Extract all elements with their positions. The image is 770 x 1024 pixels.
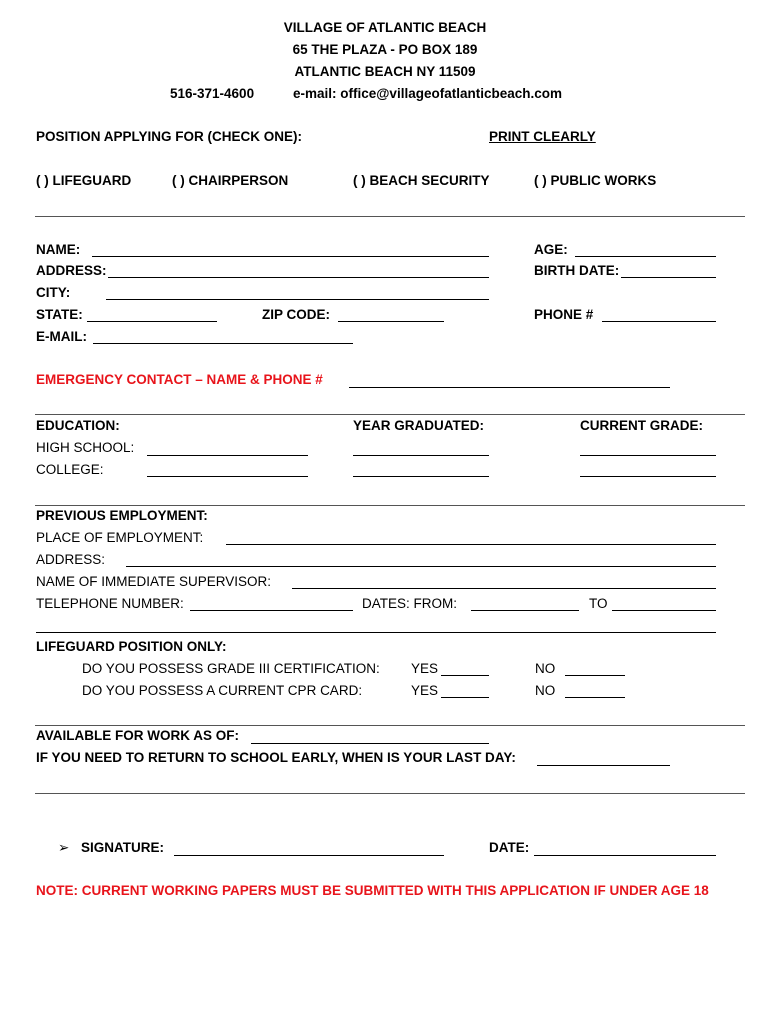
state-label: STATE: (36, 307, 83, 322)
telephone-label: TELEPHONE NUMBER: (36, 596, 184, 611)
zip-field[interactable] (338, 321, 444, 322)
email-label: E-MAIL: (36, 329, 87, 344)
emergency-contact-field[interactable] (349, 387, 670, 388)
signature-label: SIGNATURE: (81, 840, 164, 855)
address-field[interactable] (108, 277, 489, 278)
dates-from-label: DATES: FROM: (362, 596, 458, 611)
org-address-line2: ATLANTIC BEACH NY 11509 (294, 64, 476, 79)
cpr-no-field[interactable] (565, 697, 625, 698)
college-label: COLLEGE: (36, 462, 104, 477)
grade-iii-yes-label: YES (411, 661, 439, 676)
section-divider (35, 414, 745, 415)
city-label: CITY: (36, 285, 71, 300)
age-label: AGE: (534, 242, 568, 257)
option-lifeguard[interactable]: ( ) LIFEGUARD (36, 173, 132, 188)
org-email: e-mail: office@villageofatlanticbeach.com (293, 86, 562, 101)
phone-field[interactable] (602, 321, 716, 322)
high-school-year-field[interactable] (353, 455, 489, 456)
age-field[interactable] (575, 256, 716, 257)
college-grade-field[interactable] (580, 476, 716, 477)
lifeguard-heading: LIFEGUARD POSITION ONLY: (36, 639, 227, 654)
place-of-employment-label: PLACE OF EMPLOYMENT: (36, 530, 204, 545)
state-field[interactable] (87, 321, 217, 322)
address-label: ADDRESS: (36, 263, 107, 278)
org-phone: 516-371-4600 (170, 86, 255, 101)
arrow-bullet-icon: ➢ (58, 840, 70, 855)
dates-to-field[interactable] (612, 610, 716, 611)
supervisor-field[interactable] (292, 588, 716, 589)
section-divider (35, 793, 745, 794)
signature-field[interactable] (174, 855, 444, 856)
option-public-works[interactable]: ( ) PUBLIC WORKS (534, 173, 657, 188)
employer-address-label: ADDRESS: (36, 552, 106, 567)
section-divider (35, 216, 745, 217)
emergency-contact-label: EMERGENCY CONTACT – NAME & PHONE # (36, 372, 323, 387)
supervisor-label: NAME OF IMMEDIATE SUPERVISOR: (36, 574, 272, 589)
grade-iii-question: DO YOU POSSESS GRADE III CERTIFICATION: (82, 661, 380, 676)
employment-extra-field[interactable] (36, 632, 716, 633)
city-field[interactable] (106, 299, 489, 300)
cpr-no-label: NO (535, 683, 556, 698)
place-of-employment-field[interactable] (226, 544, 716, 545)
name-field[interactable] (92, 256, 489, 257)
name-label: NAME: (36, 242, 81, 257)
college-year-field[interactable] (353, 476, 489, 477)
year-graduated-heading: YEAR GRADUATED: (353, 418, 484, 433)
birth-date-label: BIRTH DATE: (534, 263, 620, 278)
education-heading: EDUCATION: (36, 418, 120, 433)
zip-label: ZIP CODE: (262, 307, 331, 322)
cpr-yes-label: YES (411, 683, 439, 698)
dates-to-label: TO (589, 596, 608, 611)
employment-heading: PREVIOUS EMPLOYMENT: (36, 508, 208, 523)
option-beach-security[interactable]: ( ) BEACH SECURITY (353, 173, 490, 188)
birth-date-field[interactable] (621, 277, 716, 278)
available-date-field[interactable] (251, 743, 489, 744)
org-name: VILLAGE OF ATLANTIC BEACH (283, 20, 487, 35)
dates-from-field[interactable] (471, 610, 579, 611)
section-divider (35, 505, 745, 506)
org-address-line1: 65 THE PLAZA - PO BOX 189 (292, 42, 478, 57)
high-school-field[interactable] (147, 455, 308, 456)
available-label: AVAILABLE FOR WORK AS OF: (36, 728, 239, 743)
grade-iii-no-field[interactable] (565, 675, 625, 676)
date-label: DATE: (489, 840, 530, 855)
cpr-yes-field[interactable] (441, 697, 489, 698)
current-grade-heading: CURRENT GRADE: (580, 418, 703, 433)
date-field[interactable] (534, 855, 716, 856)
working-papers-note: NOTE: CURRENT WORKING PAPERS MUST BE SUBMITTED WITH THIS APPLICATION IF UNDER AGE 18 (36, 883, 709, 898)
position-label: POSITION APPLYING FOR (CHECK ONE): (36, 129, 303, 144)
return-school-label: IF YOU NEED TO RETURN TO SCHOOL EARLY, WHEN IS YOUR LAST DAY: (36, 750, 516, 765)
high-school-grade-field[interactable] (580, 455, 716, 456)
phone-label: PHONE # (534, 307, 594, 322)
section-divider (35, 725, 745, 726)
college-field[interactable] (147, 476, 308, 477)
email-field[interactable] (93, 343, 353, 344)
telephone-field[interactable] (190, 610, 353, 611)
print-clearly-note: PRINT CLEARLY (489, 129, 596, 144)
cpr-card-question: DO YOU POSSESS A CURRENT CPR CARD: (82, 683, 363, 698)
last-day-field[interactable] (537, 765, 670, 766)
high-school-label: HIGH SCHOOL: (36, 440, 135, 455)
employer-address-field[interactable] (126, 566, 716, 567)
option-chairperson[interactable]: ( ) CHAIRPERSON (172, 173, 289, 188)
grade-iii-yes-field[interactable] (441, 675, 489, 676)
grade-iii-no-label: NO (535, 661, 556, 676)
